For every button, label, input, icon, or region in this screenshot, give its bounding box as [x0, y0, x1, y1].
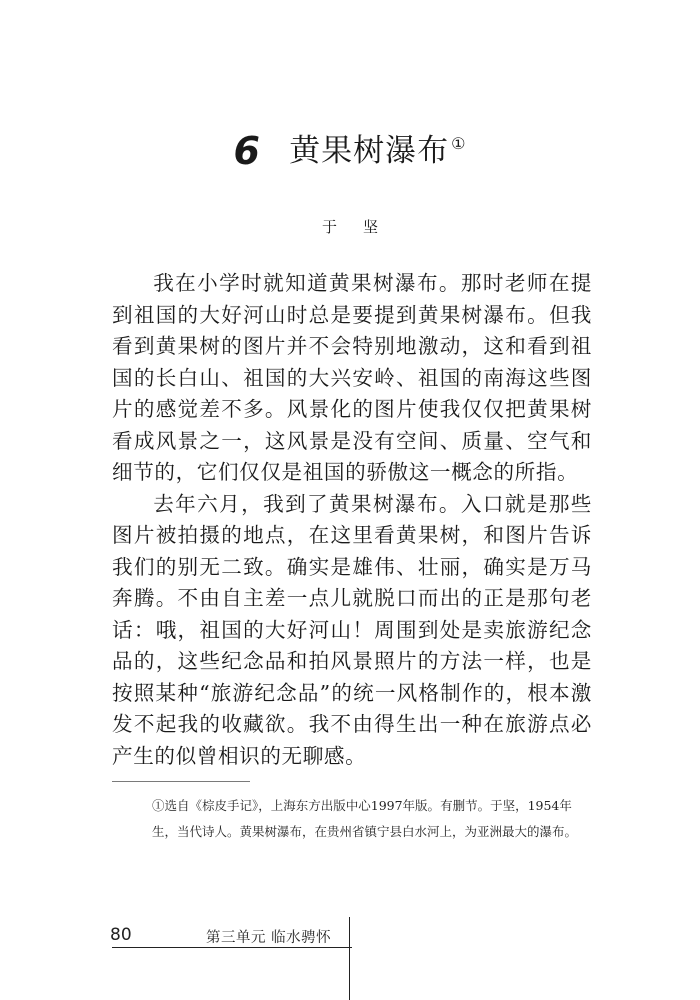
lesson-number: 6 [233, 129, 260, 173]
lesson-header [0, 129, 700, 173]
article-body [112, 268, 592, 772]
page-number: 80 [110, 925, 132, 945]
footer-divider-vertical [349, 917, 350, 1000]
paragraph-1: 我在小学时就知道黄果树瀑布。那时老师在提到祖国的大好河山时总是要提到黄果树瀑布。但我看到黄果树的图片并不会特别地激动，这和看到祖国的长白山、祖国的大兴安岭、祖国的南海这些图片的感觉差不多。风景化的图片使我仅仅把黄果树看成风景之一，这风景是没有空间、质量、空气和细节的，它们仅仅是祖国的骄傲这一概念的所指。 [112, 271, 592, 484]
author-name: 于坚 [321, 218, 404, 236]
footnote-divider [112, 781, 250, 782]
paragraph-2: 去年六月，我到了黄果树瀑布。入口就是那些图片被拍摄的地点，在这里看黄果树，和图片告诉我们的别无二致。确实是雄伟、壮丽，确实是万马奔腾。不由自主差一点儿就脱口而出的正是那句老话：哦，祖国的大好河山！周围到处是卖旅游纪念品的，这些纪念品和拍风景照片的方法一样，也是按照某种“旅游纪念品”的统一风格制作的，根本激发不起我的收藏欲。我不由得生出一种在旅游点必产生的似曾相识的无聊感。 [112, 491, 592, 768]
footnote-marker[interactable]: ① [451, 134, 467, 154]
lesson-title-text: 黄果树瀑布 [289, 132, 450, 169]
footnote-text: ①选自《棕皮手记》，上海东方出版中心1997年版。有删节。于坚，1954年生，当代诗人。黄果树瀑布，在贵州省镇宁县白水河上，为亚洲最大的瀑布。 [152, 798, 578, 839]
footer-divider-horizontal [112, 947, 352, 948]
lesson-title [289, 132, 467, 169]
unit-title: 第三单元 临水骋怀 [206, 930, 332, 946]
